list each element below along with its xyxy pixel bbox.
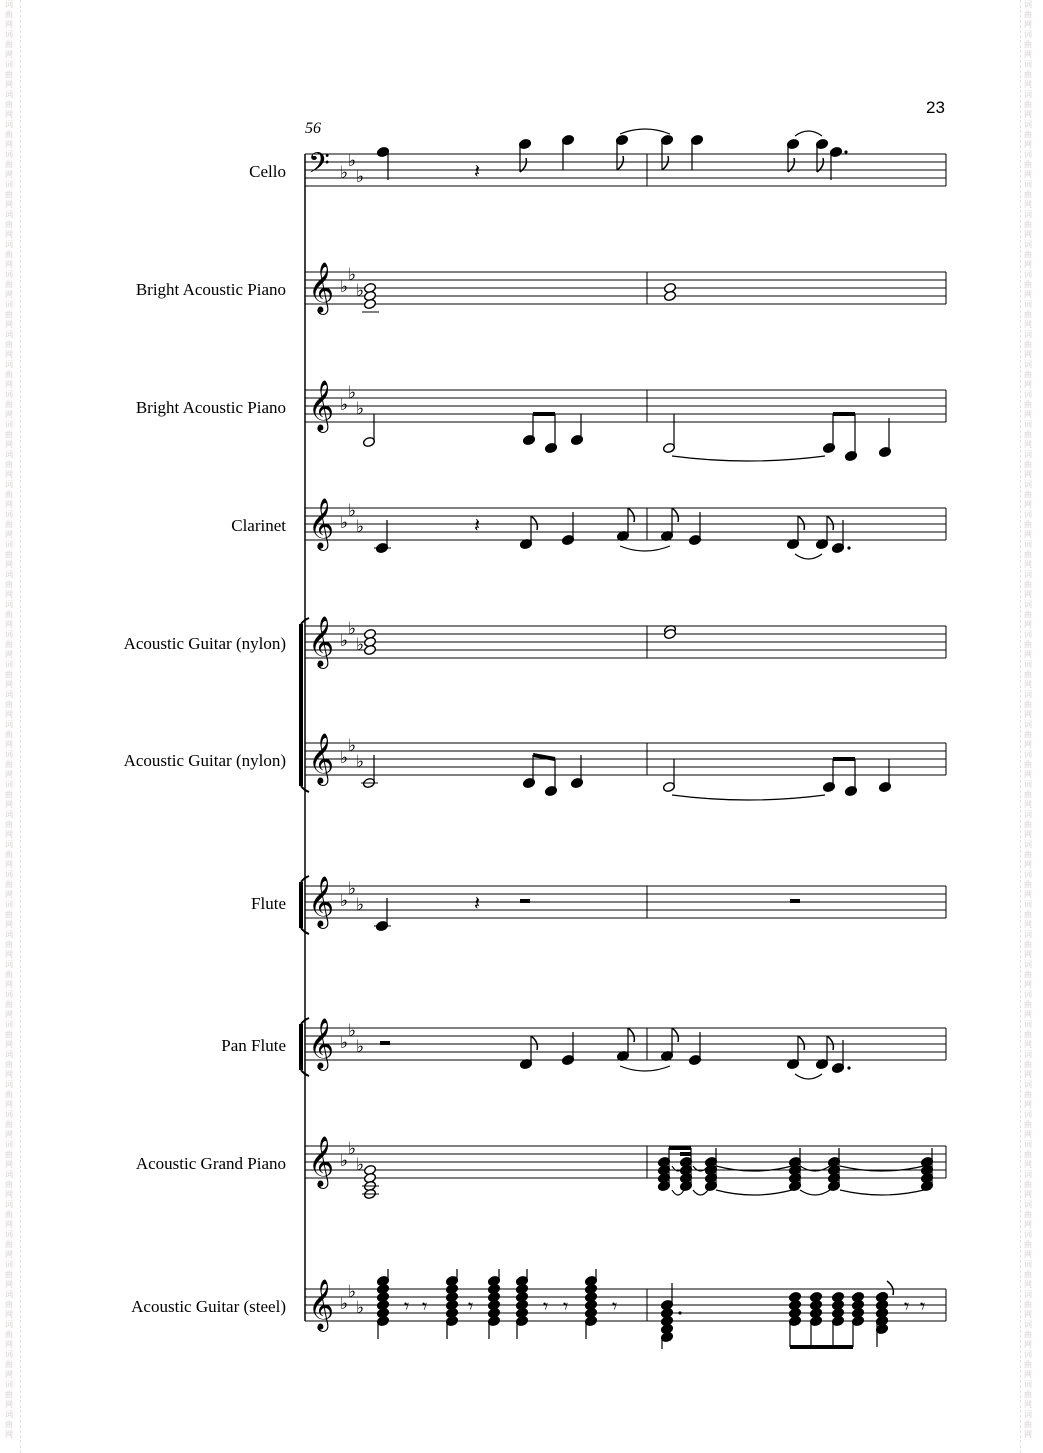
staff [305,1018,946,1071]
flat-icon: ♭ [356,895,365,915]
eighth-rest-icon: 𝄾 [404,1294,410,1318]
staff-label-guitar-nylon-2: Acoustic Guitar (nylon) [123,751,286,770]
flat-icon: ♭ [340,163,349,183]
eighth-rest-icon: 𝄾 [904,1294,910,1318]
tie [716,1190,792,1195]
flat-icon: ♭ [340,277,349,297]
flat-icon: ♭ [348,1282,357,1302]
staff [305,380,946,433]
note-flag [628,508,634,522]
treble-clef-icon: 𝄞 [308,1136,335,1187]
note-flag [798,516,804,530]
tie [795,131,822,136]
tie [795,1074,822,1079]
flat-icon: ♭ [340,1294,349,1314]
tie [620,546,670,551]
right-watermark: 词曲网词曲网词曲网词曲网词曲网词曲网词曲网词曲网词曲网词曲网词曲网词曲网词曲网词曲网词曲网词曲网词曲网词曲网词曲网词曲网词曲网词曲网词曲网词曲网词曲网词曲网词曲网词曲网词曲网词曲网词曲网词曲网词曲网词曲网词曲网词曲网词曲网词曲网词曲网词曲网词曲网词曲网词曲网词曲网词曲网词曲网词曲网词曲网 [1024,0,1032,1439]
flat-icon: ♭ [340,395,349,415]
flat-icon: ♭ [348,619,357,639]
flat-icon: ♭ [348,1139,357,1159]
staff-label-bright-piano-2: Bright Acoustic Piano [135,398,286,417]
note-flag [887,1281,893,1295]
note-flag [672,508,678,522]
half-rest-icon [380,1041,390,1045]
staff-label-pan-flute: Pan Flute [221,1036,286,1055]
note-head [363,644,376,655]
note-flag [531,1036,537,1050]
staff-label-guitar-steel: Acoustic Guitar (steel) [131,1297,286,1316]
staff [305,498,946,551]
flat-icon: ♭ [356,1155,365,1175]
note-head [363,298,376,309]
staff [305,1279,946,1332]
eighth-rest-icon: 𝄾 [468,1294,474,1318]
flat-icon: ♭ [340,631,349,651]
dot [847,1066,850,1069]
bass-clef-icon: 𝄢 [308,147,330,187]
note-flag [531,516,537,530]
tie [672,1190,684,1195]
half-rest-icon [790,899,800,903]
treble-clef-icon: 𝄞 [308,733,335,784]
staff-label-grand-piano: Acoustic Grand Piano [135,1154,286,1173]
staff [305,876,946,929]
flat-icon: ♭ [356,517,365,537]
measure-number: 56 [305,120,321,137]
treble-clef-icon: 𝄞 [308,1279,335,1330]
flat-icon: ♭ [348,879,357,899]
treble-clef-icon: 𝄞 [308,498,335,549]
note-flag [672,1028,678,1042]
quarter-rest-icon: 𝄽 [474,159,481,183]
staff-label-cello: Cello [249,162,286,181]
note-flag [827,1036,833,1050]
treble-clef-icon: 𝄞 [308,616,335,667]
staff [305,616,946,669]
quarter-rest-icon: 𝄽 [474,891,481,915]
tie [672,456,825,461]
dot [678,1311,681,1314]
dot [844,150,847,153]
flat-icon: ♭ [356,281,365,301]
flat-icon: ♭ [348,265,357,285]
staff-label-guitar-nylon-1: Acoustic Guitar (nylon) [123,634,286,653]
flat-icon: ♭ [356,1037,365,1057]
staff [305,1136,946,1189]
dot [847,546,850,549]
flat-icon: ♭ [356,635,365,655]
flat-icon: ♭ [340,1151,349,1171]
note-flag [662,156,668,170]
note-flag [798,1036,804,1050]
eighth-rest-icon: 𝄾 [563,1294,569,1318]
quarter-rest-icon: 𝄽 [474,513,481,537]
note-flag [827,516,833,530]
tie [693,1190,708,1195]
staff-systems [301,147,946,1332]
left-watermark: 词曲网词曲网词曲网词曲网词曲网词曲网词曲网词曲网词曲网词曲网词曲网词曲网词曲网词曲网词曲网词曲网词曲网词曲网词曲网词曲网词曲网词曲网词曲网词曲网词曲网词曲网词曲网词曲网词曲网词曲网词曲网词曲网词曲网词曲网词曲网词曲网词曲网词曲网词曲网词曲网词曲网词曲网词曲网词曲网词曲网词曲网词曲网词曲网 [5,0,13,1439]
staff [305,262,946,315]
flat-icon: ♭ [348,1021,357,1041]
eighth-rest-icon: 𝄾 [422,1294,428,1318]
note-flag [628,1028,634,1042]
flat-icon: ♭ [356,1298,365,1318]
tie [795,554,822,559]
eighth-rest-icon: 𝄾 [920,1294,926,1318]
note-flag [617,156,623,170]
half-rest-icon [520,899,530,903]
flat-icon: ♭ [348,501,357,521]
tie [620,1066,670,1071]
tie [620,129,670,134]
note-head [663,290,676,301]
flat-icon: ♭ [340,748,349,768]
flat-icon: ♭ [356,752,365,772]
treble-clef-icon: 𝄞 [308,1018,335,1069]
staff-label-flute: Flute [251,894,286,913]
flat-icon: ♭ [348,383,357,403]
flat-icon: ♭ [340,513,349,533]
eighth-rest-icon: 𝄾 [543,1294,549,1318]
eighth-rest-icon: 𝄾 [612,1294,618,1318]
staff-label-bright-piano-1: Bright Acoustic Piano [135,280,286,299]
flat-icon: ♭ [340,891,349,911]
treble-clef-icon: 𝄞 [308,380,335,431]
staff-label-clarinet: Clarinet [231,516,286,535]
flat-icon: ♭ [348,736,357,756]
tie [800,1190,830,1195]
flat-icon: ♭ [348,151,357,171]
flat-icon: ♭ [356,167,365,187]
treble-clef-icon: 𝄞 [308,262,335,313]
flat-icon: ♭ [340,1033,349,1053]
flat-icon: ♭ [356,399,365,419]
tie [672,795,825,800]
treble-clef-icon: 𝄞 [308,876,335,927]
page-number: 23 [926,98,945,117]
staff [305,147,946,187]
tie [840,1190,924,1195]
beam [533,755,555,759]
